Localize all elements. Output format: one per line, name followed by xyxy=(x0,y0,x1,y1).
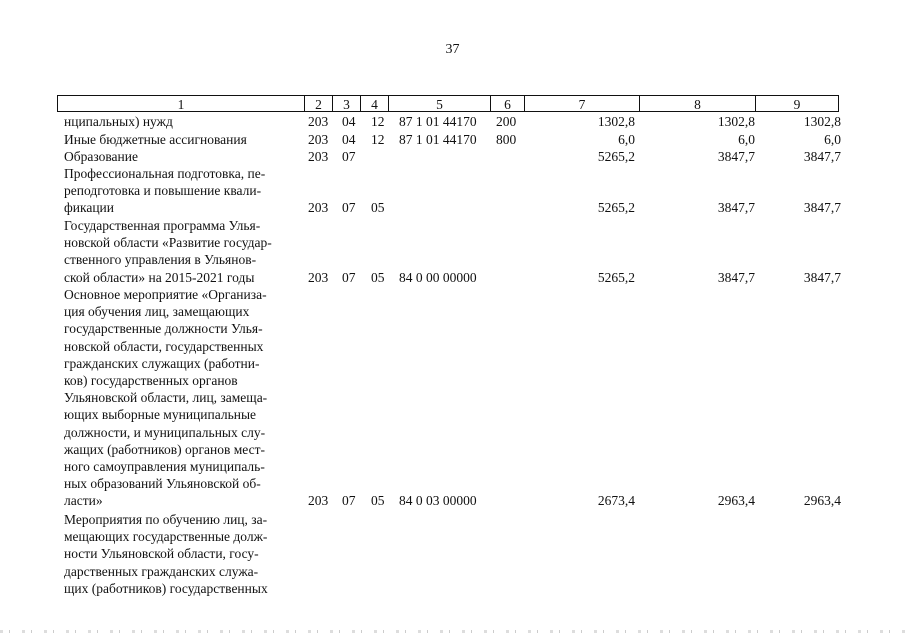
header-col-2: 2 xyxy=(304,95,332,112)
cell-col-5: 87 1 01 44170 xyxy=(399,114,477,129)
header-col-3: 3 xyxy=(332,95,360,112)
cell-col-8: 1302,8 xyxy=(717,114,755,129)
cell-col-5: 84 0 03 00000 xyxy=(399,493,477,508)
header-col-1: 1 xyxy=(57,95,304,112)
row-name: Профессиональная подготовка, пе- реподготовка и повышение квали- фикации xyxy=(64,166,266,216)
cell-col-2: 203 xyxy=(308,270,329,285)
cell-col-3: 07 xyxy=(342,149,356,164)
scan-noise-strip xyxy=(0,630,905,633)
header-col-4: 4 xyxy=(360,95,388,112)
cell-col-6: 200 xyxy=(496,114,517,129)
cell-col-7: 6,0 xyxy=(618,132,635,147)
cell-col-9: 2963,4 xyxy=(803,493,841,508)
header-col-7: 7 xyxy=(524,95,639,112)
cell-col-4: 12 xyxy=(371,114,385,129)
cell-col-2: 203 xyxy=(308,200,329,215)
cell-col-4: 05 xyxy=(371,270,385,285)
cell-col-7: 5265,2 xyxy=(597,149,635,164)
cell-col-2: 203 xyxy=(308,149,329,164)
header-col-6: 6 xyxy=(490,95,524,112)
cell-col-7: 1302,8 xyxy=(597,114,635,129)
cell-col-8: 3847,7 xyxy=(717,149,755,164)
row-name: Иные бюджетные ассигнования xyxy=(64,132,247,147)
cell-col-3: 07 xyxy=(342,270,356,285)
cell-col-9: 3847,7 xyxy=(803,200,841,215)
cell-col-9: 6,0 xyxy=(824,132,841,147)
page-number: 37 xyxy=(445,42,460,57)
cell-col-5: 87 1 01 44170 xyxy=(399,132,477,147)
cell-col-9: 3847,7 xyxy=(803,270,841,285)
cell-col-3: 04 xyxy=(342,132,356,147)
cell-col-4: 05 xyxy=(371,200,385,215)
row-name: Основное мероприятие «Организа- ция обучения лиц, замещающих государственные должности Улья- новской области, государственных гражданских служащих (работни- ков) государственных органов Ульяновской области, лиц, замеща- ющих выборные муниципальные должности, и муниципальных слу- жащих (работников) органов мест- ного самоуправления муниципаль- ных образований Ульяновской об- ласти» xyxy=(64,287,268,509)
cell-col-2: 203 xyxy=(308,493,329,508)
cell-col-5: 84 0 00 00000 xyxy=(399,270,477,285)
cell-col-2: 203 xyxy=(308,132,329,147)
cell-col-7: 5265,2 xyxy=(597,200,635,215)
cell-col-3: 07 xyxy=(342,493,356,508)
cell-col-6: 800 xyxy=(496,132,517,147)
row-name: Мероприятия по обучению лиц, за- мещающих государственные долж- ности Ульяновской области, госу- дарственных гражданских служа- щих (работников) государственных xyxy=(64,512,268,596)
cell-col-2: 203 xyxy=(308,114,329,129)
cell-col-9: 1302,8 xyxy=(803,114,841,129)
cell-col-3: 04 xyxy=(342,114,356,129)
cell-col-7: 2673,4 xyxy=(597,493,635,508)
row-name: Государственная программа Улья- новской области «Развитие государ- ственного управления в Ульянов- ской области» на 2015-2021 годы xyxy=(64,218,272,285)
cell-col-4: 12 xyxy=(371,132,385,147)
row-name: нципальных) нужд xyxy=(64,114,173,129)
cell-col-7: 5265,2 xyxy=(597,270,635,285)
row-name: Образование xyxy=(64,149,138,164)
cell-col-8: 6,0 xyxy=(738,132,755,147)
cell-col-9: 3847,7 xyxy=(803,149,841,164)
cell-col-8: 2963,4 xyxy=(717,493,755,508)
cell-col-4: 05 xyxy=(371,493,385,508)
header-col-5: 5 xyxy=(388,95,490,112)
cell-col-8: 3847,7 xyxy=(717,270,755,285)
cell-col-8: 3847,7 xyxy=(717,200,755,215)
cell-col-3: 07 xyxy=(342,200,356,215)
header-col-8: 8 xyxy=(639,95,755,112)
header-col-9: 9 xyxy=(755,95,839,112)
